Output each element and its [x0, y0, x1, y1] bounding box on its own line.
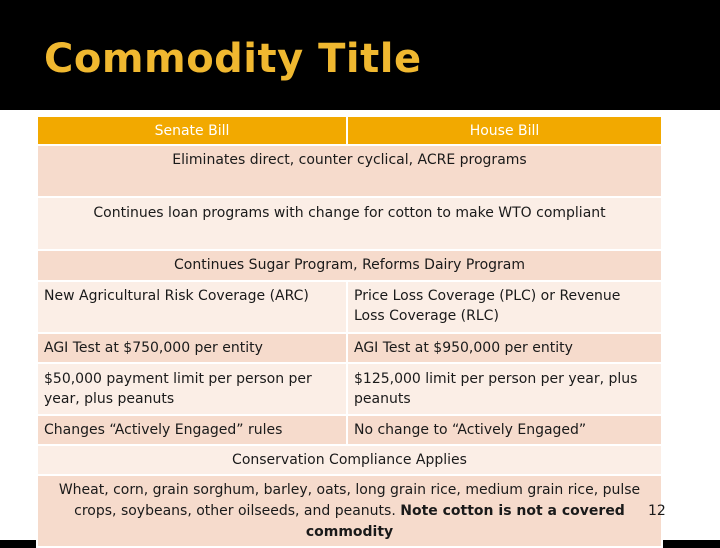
- table-row: [37, 415, 662, 445]
- slide-title: Commodity Title: [44, 36, 422, 82]
- table-row: [37, 445, 662, 475]
- senate-cell: $50,000 payment limit per person per year, plus peanuts: [37, 363, 347, 415]
- table-row: [37, 281, 662, 333]
- table-row: [37, 145, 662, 197]
- shared-loan-cell: Continues loan programs with change for cotton to make WTO compliant: [37, 197, 662, 250]
- table-row: [37, 250, 662, 281]
- senate-cell: Changes “Actively Engaged” rules: [37, 415, 347, 445]
- conservation-cell: Conservation Compliance Applies: [37, 445, 662, 475]
- table-row: [37, 197, 662, 250]
- senate-cell: AGI Test at $750,000 per entity: [37, 333, 347, 363]
- house-cell: No change to “Actively Engaged”: [347, 415, 662, 445]
- cotton-note: Note cotton is not a covered commodity: [305, 502, 625, 540]
- table-row: [37, 333, 662, 363]
- senate-cell: New Agricultural Risk Coverage (ARC): [37, 281, 347, 333]
- house-cell: $125,000 limit per person per year, plus peanuts: [347, 363, 662, 415]
- house-cell: AGI Test at $950,000 per entity: [347, 333, 662, 363]
- crops-cell: [37, 475, 662, 547]
- house-cell: Price Loss Coverage (PLC) or Revenue Loss Coverage (RLC): [347, 281, 662, 333]
- table-row: [37, 475, 662, 547]
- farm-bill-comparison-table: [36, 115, 663, 548]
- header-senate-bill: Senate Bill: [37, 116, 347, 145]
- table-row: [37, 363, 662, 415]
- table-header-row: [37, 116, 662, 145]
- shared-sugar-cell: Continues Sugar Program, Reforms Dairy Program: [37, 250, 662, 281]
- crops-text: Wheat, corn, grain sorghum, barley, oats, long grain rice, medium grain rice, pulse crops, soybeans, other oilseeds, and peanuts.: [58, 481, 641, 519]
- header-house-bill: House Bill: [347, 116, 662, 145]
- page-number: 12: [648, 503, 666, 519]
- shared-eliminates-cell: Eliminates direct, counter cyclical, ACRE programs: [37, 145, 662, 197]
